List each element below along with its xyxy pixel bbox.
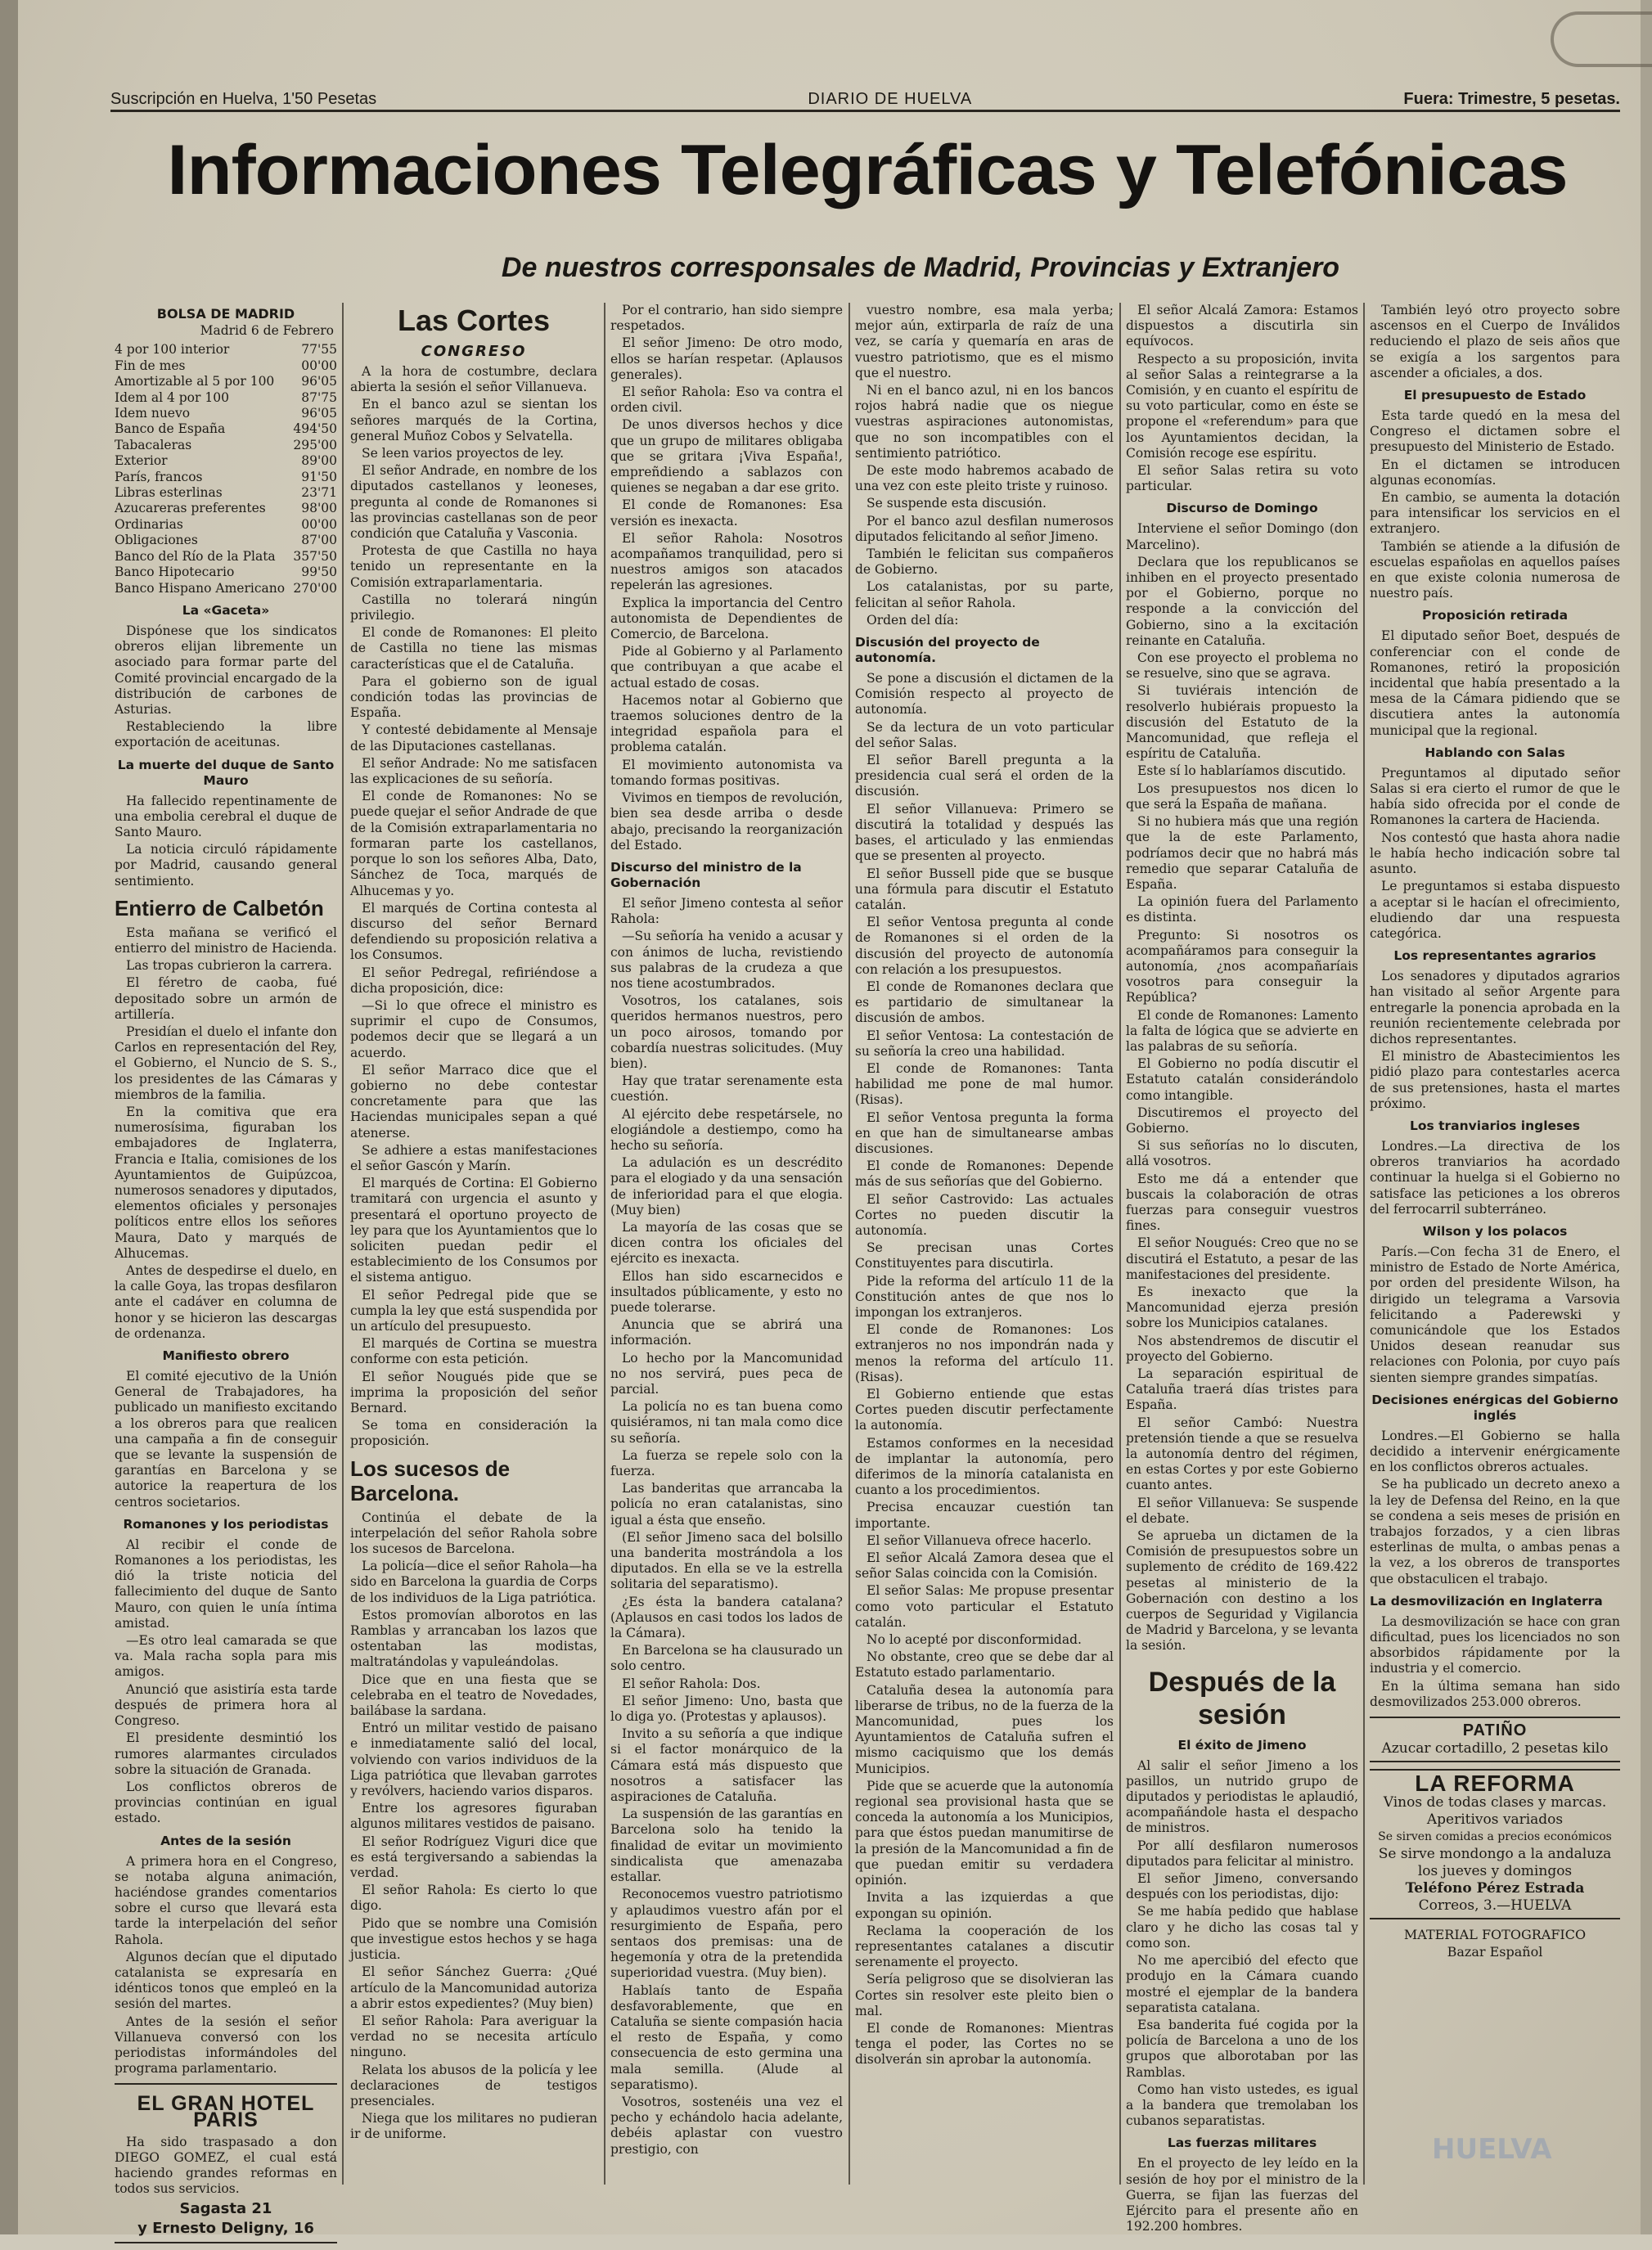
bolsa-item-name: Idem nuevo (115, 406, 191, 421)
paragraph: En el banco azul se sientan los señores marqués de la Cortina, general Muñoz Cobos y Selvatella. (350, 397, 597, 443)
material-line: Bazar Español (1447, 1944, 1543, 1960)
paragraph: Se pone a discusión el dictamen de la Comisión respecto al proyecto de autonomía. (855, 671, 1114, 718)
paragraph: El conde de Romanones: No se puede quejar el señor Andrade de que de la Comisión extraparlamentaria no formaran parte los castellanos, porque lo son los señores Alba, Dato, Sánchez de Toca, marqués de Alhucemas y yo. (350, 789, 597, 898)
paragraph: El Gobierno no podía discutir el Estatuto catalán considerándolo como intangible. (1126, 1056, 1358, 1103)
paragraph: La desmovilización se hace con gran dificultad, pues los licenciados no son absorbidos rápidamente por la industria y el comercio. (1370, 1613, 1620, 1676)
paragraph: vuestro nombre, esa mala yerba; mejor aún, extirparla de raíz de una vez, se caría y quemaría en aras de vuestro patriotismo, que es el mismo que el nuestro. (855, 303, 1114, 380)
paragraph: El señor Rahola: Es cierto lo que digo. (350, 1883, 597, 1914)
bolsa-row (115, 342, 337, 358)
section-heading: La desmovilización en Inglaterra (1370, 1593, 1603, 1609)
bolsa-row (115, 438, 337, 453)
paragraph: El marqués de Cortina se muestra conforme con esta petición. (350, 1336, 597, 1367)
paragraph: Como han visto ustedes, es igual a la bandera que tremolaban los cubanos separatistas. (1126, 2081, 1358, 2129)
paragraph: Los conflictos obreros de provincias continúan en igual estado. (115, 1779, 337, 1826)
bolsa-item-value: 87'75 (301, 389, 337, 405)
paragraph: (El señor Jimeno saca del bolsillo una banderita mostrándola a los diputados. En ella se ve la estrella solitaria del separatismo). (610, 1529, 843, 1592)
paragraph: La policía no es tan buena como quisiéramos, ni tan mala como dice su señoría. (610, 1399, 843, 1446)
column-rule (1363, 303, 1365, 2185)
paragraph: Por el banco azul desfilan numerosos diputados felicitando al señor Jimeno. (855, 513, 1114, 544)
paragraph: Vosotros, sostenéis una vez el pecho y echándolo hacia adelante, debéis aplastar con vuestro prestigio, con (610, 2094, 843, 2157)
bolsa-item-name: Azucareras preferentes (115, 501, 266, 516)
despues-heading: Después de la sesión (1148, 1666, 1336, 1730)
paragraph: El señor Jimeno: De otro modo, ellos se harían respetar. (Aplausos generales). (610, 335, 843, 382)
paragraph: Hay que tratar serenamente esta cuestión. (610, 1073, 843, 1105)
paragraph: Nos contestó que hasta ahora nadie le había hecho indicación sobre tal asunto. (1370, 830, 1620, 877)
paragraph: Algunos decían que el diputado catalanista se expresaría en idénticos tonos que empleó en la sesión del martes. (115, 1949, 337, 2012)
paragraph: Al salir el señor Jimeno a los pasillos, un nutrido grupo de diputados y periodistas le aplaudió, acompañándole hasta el despacho de ministros. (1126, 1757, 1358, 1836)
bolsa-title: BOLSA DE MADRID (156, 306, 295, 322)
bolsa-item-name: Libras esterlinas (115, 485, 223, 501)
bolsa-item-name: Obligaciones (115, 533, 198, 548)
reforma-advertisement (1370, 1769, 1620, 1919)
paragraph: El féretro de caoba, fué depositado sobre un armón de artillería. (115, 975, 337, 1022)
section-heading: Antes de la sesión (160, 1833, 291, 1848)
paragraph: A primera hora en el Congreso, se notaba alguna animación, haciéndose grandes comentarios sobre el curso que llevará esta tarde la interpelación del señor Rahola. (115, 1853, 337, 1947)
bolsa-date: Madrid 6 de Febrero (200, 323, 334, 339)
bolsa-row (115, 390, 337, 406)
paragraph: La separación espiritual de Cataluña traerá días tristes para España. (1126, 1366, 1358, 1413)
paragraph: Dispónese que los sindicatos obreros elijan libremente un asociado para formar parte del Comité provincial encargado de la distribución de carbones de Asturias. (115, 623, 337, 717)
paragraph: El señor Andrade, en nombre de los diputados castellanos y leoneses, pregunta al conde de Romanones si las provincias castellanas son de peor condición que Cataluña y Vasconia. (350, 463, 597, 542)
page-edge-left (0, 0, 18, 2234)
paragraph: También le felicitan sus compañeros de Gobierno. (855, 547, 1114, 578)
paragraph: El presidente desmintió los rumores alarmantes circulados sobre la situación de Granada. (115, 1730, 337, 1777)
paragraph: Las banderitas que arrancaba la policía no eran catalanistas, sino igual a ésta que enseño. (610, 1481, 843, 1528)
paragraph: Castilla no tolerará ningún privilegio. (350, 592, 597, 623)
paragraph: Antes de la sesión el señor Villanueva conversó con los periodistas informándoles del programa parlamentario. (115, 2014, 337, 2077)
paragraph: También se atiende a la difusión de escuelas españolas en aquellos países en que existe colonia numerosa de nuestro país. (1370, 538, 1620, 601)
bolsa-item-name: Fin de mes (115, 358, 186, 373)
bolsa-item-value: 00'00 (301, 358, 337, 373)
reforma-line: Se sirven comidas a precios económicos (1378, 1830, 1612, 1844)
paragraph: El señor Andrade: No me satisfacen las explicaciones de su señoría. (350, 755, 597, 787)
paragraph: La opinión fuera del Parlamento es distinta. (1126, 894, 1358, 925)
section-heading: Discurso de Domingo (1166, 501, 1318, 516)
paragraph: El comité ejecutivo de la Unión General de Trabajadores, ha publicado un manifiesto excitando a los obreros para que realicen una campaña a fin de conseguir que se levante la suspensión de garantías en Barcelona y se autorice la reapertura de los centros societarios. (115, 1369, 337, 1510)
paragraph: El conde de Romanones: Mientras tenga el poder, las Cortes no se disolverán sin aprobar la autonomía. (855, 2020, 1114, 2068)
paragraph: ¿Es ésta la bandera catalana? (Aplausos en casi todos los lados de la Cámara). (610, 1594, 843, 1641)
paragraph: En el proyecto de ley leído en la sesión de hoy por el ministro de la Guerra, se fijan las fuerzas del Ejército para el presente año en 192.200 hombres. (1126, 2156, 1358, 2234)
bolsa-item-name: Ordinarias (115, 516, 183, 532)
paragraph: La policía—dice el señor Rahola—ha sido en Barcelona la guardia de Corps de los individuos de la Liga patriótica. (350, 1559, 597, 1605)
outside-price: Fuera: Trimestre, 5 pesetas. (1403, 89, 1620, 108)
bolsa-row (115, 533, 337, 548)
paper-name: DIARIO DE HUELVA (808, 89, 973, 108)
bolsa-row (115, 421, 337, 437)
paragraph: La adulación es un descrédito para el elogiado y da una sensación de inferioridad para el que elogia. (Muy bien) (610, 1155, 843, 1217)
paragraph: Vosotros, los catalanes, sois queridos hermanos nuestros, pero un poco airosos, tomando por cobardía nuestras solicitudes. (Muy bien). (610, 993, 843, 1071)
paragraph: La fuerza se repele solo con la fuerza. (610, 1447, 843, 1479)
section-heading: Los sucesos de Barcelona. (350, 1456, 511, 1505)
section-heading: Manifiesto obrero (162, 1348, 290, 1364)
paragraph: La mayoría de las cosas que se dicen contra los oficiales del ejército es inexacta. (610, 1219, 843, 1267)
paragraph: Pregunto: Si nosotros os acompañáramos para conseguir la autonomía, ¿nos acompañaríais vosotros para conseguir la República? (1126, 927, 1358, 1006)
paragraph: El señor Ventosa: La contestación de su señoría la creo una habilidad. (855, 1028, 1114, 1059)
paragraph: El señor Bussell pide que se busque una fórmula para discutir el Estatuto catalán. (855, 866, 1114, 912)
patino-advertisement (1370, 1717, 1620, 1762)
paragraph: El señor Nougués: Creo que no se discutirá el Estatuto, a pesar de las manifestaciones del presidente. (1126, 1235, 1358, 1282)
paragraph: Estos promovían alborotos en las Ramblas y arrancaban los lazos que ostentaban las modistas, maltratándolas y vapuleándolas. (350, 1607, 597, 1670)
main-headline: Informaciones Telegráficas y Telefónicas (167, 131, 1568, 209)
paragraph: Invita a las izquierdas a que expongan su opinión. (855, 1890, 1114, 1921)
bolsa-item-name: Banco de España (115, 421, 226, 437)
paragraph: Entre los agresores figuraban algunos militares vestidos de paisano. (350, 1801, 597, 1832)
paragraph: Se leen varios proyectos de ley. (362, 446, 565, 461)
paragraph: El diputado señor Boet, después de conferenciar con el conde de Romanones, retiró la proposición incidental que había presentado a la mesa de la Cámara pidiendo que se discutiera antes la autonomía municipal que la regional. (1370, 628, 1620, 738)
paragraph: Se adhiere a estas manifestaciones el señor Gascón y Marín. (350, 1142, 597, 1173)
bolsa-item-value: 98'00 (301, 501, 337, 516)
sub-headline: De nuestros corresponsales de Madrid, Provincias y Extranjero (501, 252, 1340, 283)
column-rule (849, 303, 850, 2185)
page-edge-right (1641, 0, 1652, 2234)
paragraph: El conde de Romanones: Esa versión es inexacta. (610, 497, 843, 529)
paragraph: Lo hecho por la Mancomunidad no nos servirá, pues peca de parcial. (610, 1350, 843, 1397)
section-heading: Los tranviarios ingleses (1409, 1118, 1581, 1133)
column-rule (1119, 303, 1121, 2185)
bolsa-item-value: 87'00 (301, 533, 337, 548)
paragraph: Esa banderita fué cogida por la policía de Barcelona a uno de los grupos que alborotaban por las Ramblas. (1126, 2017, 1358, 2080)
paragraph: El señor Castrovido: Las actuales Cortes no pueden discutir la autonomía. (855, 1191, 1114, 1238)
paragraph: El señor Rodríguez Viguri dice que es está tergiversando a sabiendas la verdad. (350, 1834, 597, 1881)
bolsa-row (115, 453, 337, 469)
congreso-heading: CONGRESO (421, 343, 527, 360)
material-title: MATERIAL FOTOGRAFICO (1403, 1927, 1587, 1943)
paragraph: No me apercibió del efecto que produjo en la Cámara cuando mostré el ejemplar de la bandera separatista catalana. (1126, 1953, 1358, 2015)
paragraph: El señor Alcalá Zamora: Estamos dispuestos a discutirla sin equívocos. (1126, 303, 1358, 349)
paragraph: En Barcelona se ha clausurado un solo centro. (610, 1643, 843, 1674)
paragraph: El conde de Romanones: Lamento la falta de lógica que se advierte en las palabras de su señoría. (1126, 1007, 1358, 1054)
bolsa-item-value: 99'50 (301, 565, 337, 580)
paragraph: Se da lectura de un voto particular del señor Salas. (855, 719, 1114, 750)
paragraph: Si no hubiera más que una región que la de este Parlamento, podríamos decir que no habrá más remedio que separar Cataluña de España. (1126, 814, 1358, 892)
bolsa-item-value: 295'00 (293, 437, 337, 452)
section-heading: El éxito de Jimeno (1177, 1737, 1307, 1753)
paragraph: Los presupuestos nos dicen lo que será la España de mañana. (1126, 781, 1358, 812)
paragraph: El señor Rahola: Para averiguar la verdad no se necesita artículo ninguno. (350, 2013, 597, 2060)
bolsa-row (115, 517, 337, 533)
paragraph: Pide que se acuerde que la autonomía regional sea provisional hasta que se conceda la autonomía a los Municipios, para que éstos puedan manumitirse de la presión de la Mancomunidad a fin de que puedan emitir su verdadera opinión. (855, 1778, 1114, 1888)
hotel-address: y Ernesto Deligny, 16 (137, 2219, 314, 2237)
reforma-line: Vinos de todas clases y marcas. (1383, 1794, 1607, 1811)
paragraph: Hablaís tanto de España desfavorablemente, que en Cataluña se siente compasión hacia el resto de España, y como consecuencia de esto germina una mala semilla. (Alude al separatismo). (610, 1982, 843, 2092)
section-heading: Discusión del proyecto de autonomía. (855, 635, 1040, 666)
paragraph: El Gobierno entiende que estas Cortes pueden discutir perfectamente la autonomía. (855, 1387, 1114, 1433)
paragraph: Precisa encauzar cuestión tan importante. (855, 1500, 1114, 1531)
section-heading: Los representantes agrarios (1393, 948, 1596, 964)
paragraph: Dice que en una fiesta que se celebraba en el teatro de Novedades, bailábase la sardana. (350, 1672, 597, 1719)
paragraph: El señor Salas: Me propuse presentar como voto particular el Estatuto catalán. (855, 1583, 1114, 1630)
paragraph: Ha fallecido repentinamente de una embolia cerebral el duque de Santo Mauro. (115, 793, 337, 839)
section-heading: La muerte del duque de Santo Mauro (117, 757, 335, 788)
paragraph: Si tuviérais intención de resolverlo hubiérais propuesto la discusión del Estatuto de la Mancomunidad, que refleja el espíritu de Cataluña. (1126, 683, 1358, 762)
reforma-line: Teléfono Pérez Estrada (1405, 1880, 1585, 1897)
bolsa-item-value: 77'55 (301, 342, 337, 358)
subscription-price: Suscripción en Huelva, 1'50 Pesetas (110, 89, 377, 108)
paragraph: Entró un militar vestido de paisano e inmediatamente salió del local, volviendo con varios individuos de la Liga patriótica que llevaban garrotes y revólvers, haciendo varios disparos. (350, 1721, 597, 1799)
bolsa-item-value: 89'00 (301, 453, 337, 469)
paragraph: El señor Pedregal, refiriéndose a dicha proposición, dice: (350, 965, 597, 996)
bolsa-row (115, 358, 337, 374)
section-heading: Romanones y los periodistas (123, 1516, 329, 1532)
paragraph: Antes de despedirse el duelo, en la calle Goya, las tropas desfilaron ante el cadáver en columna de honor y se hicieron las descargas de ordenanza. (115, 1263, 337, 1341)
paragraph: En cambio, se aumenta la dotación para intensificar los servicios en el extranjero. (1370, 490, 1620, 537)
paragraph: Es inexacto que la Mancomunidad ejerza presión sobre los Municipios catalanes. (1126, 1284, 1358, 1331)
paragraph: El señor Salas retira su voto particular. (1126, 463, 1358, 494)
paragraph: El señor Rahola: Eso va contra el orden civil. (610, 385, 843, 416)
paragraph: Por el contrario, han sido siempre respetados. (610, 303, 843, 334)
bolsa-item-name: Tabacaleras (115, 437, 192, 452)
paragraph: El conde de Romanones: Tanta habilidad me pone de mal humor. (Risas). (855, 1060, 1114, 1108)
paragraph: En la última semana han sido desmovilizados 253.000 obreros. (1370, 1678, 1620, 1709)
bolsa-row (115, 374, 337, 389)
paragraph: Niega que los militares no pudieran ir de uniforme. (350, 2111, 597, 2142)
paragraph: En la comitiva que era numerosísima, figuraban los embajadores de Inglaterra, Francia e Italia, comisiones de los Ayuntamientos de Guipúzcoa, numerosos senadores y diputados, elementos oficiales y personajes políticos entre ellos los señores Maura, Dato y marqués de Alhucemas. (115, 1104, 337, 1261)
section-heading: Hablando con Salas (1425, 745, 1565, 760)
paragraph: Pide la reforma del artículo 11 de la Constitución antes de que nos lo impongan los extranjeros. (855, 1273, 1114, 1320)
bolsa-row (115, 406, 337, 421)
paragraph: De unos diversos hechos y dice que un grupo de militares obligaba que se gritara ¡Viva España!, empreñdiendo a sablazos con quienes se negaban a dar ese grito. (610, 417, 843, 496)
bolsa-item-name: Banco Hipotecario (115, 565, 235, 580)
section-heading: Discurso del ministro de la Gobernación (610, 859, 802, 890)
paragraph: El conde de Romanones: Los extranjeros no nos impondrán nada y menos la reforma del artículo 11. (Risas). (855, 1322, 1114, 1384)
paragraph: El señor Pedregal pide que se cumpla la ley que está suspendida por un artículo del presupuesto. (350, 1287, 597, 1334)
paragraph: Londres.—El Gobierno se halla decidido a intervenir enérgicamente en los conflictos obreros actuales. (1370, 1428, 1620, 1475)
paragraph: El señor Villanueva: Primero se discutirá la totalidad y después las bases, el articulado y las enmiendas que se presenten al proyecto. (855, 801, 1114, 864)
paragraph: Se precisan unas Cortes Constituyentes para discutirla. (855, 1240, 1114, 1271)
reforma-line: Correos, 3.—HUELVA (1418, 1897, 1572, 1915)
paragraph: El señor Barell pregunta a la presidencia cual será el orden de la discusión. (855, 753, 1114, 799)
hotel-address: Sagasta 21 (179, 2199, 272, 2217)
bolsa-item-value: 91'50 (301, 469, 337, 484)
section-heading: Las fuerzas militares (1167, 2135, 1317, 2151)
bolsa-row (115, 581, 337, 596)
paragraph: El señor Ventosa pregunta al conde de Romanones si el orden de la discusión del proyecto de autonomía con relación a los presupuestos. (855, 915, 1114, 977)
bolsa-item-name: Banco del Río de la Plata (115, 548, 276, 564)
column-3 (610, 303, 843, 2159)
bolsa-item-name: Banco Hispano Americano (115, 580, 286, 596)
paragraph: La suspensión de las garantías en Barcelona solo ha tenido la finalidad de evitar un movimiento sindicalista que amenazaba estallar. (610, 1807, 843, 1885)
column-rule (342, 303, 344, 2185)
paragraph: Explica la importancia del Centro autonomista de Dependientes de Comercio, de Barcelona. (610, 595, 843, 642)
paragraph: Ni en el banco azul, ni en los bancos rojos habrá nadie que os niegue vuestras aspiraciones autonomistas, que no son incompatibles con el sentimiento patriótico. (855, 383, 1114, 461)
paragraph: El señor Marraco dice que el gobierno no debe contestar concretamente para que las Haciendas municipales sepan a qué atenerse. (350, 1062, 597, 1141)
paragraph: El señor Sánchez Guerra: ¿Qué artículo de la Mancomunidad autoriza a abrir estos expedientes? (Muy bien) (350, 1964, 597, 2011)
bolsa-item-value: 00'00 (301, 516, 337, 532)
bolsa-item-name: Amortizable al 5 por 100 (115, 374, 275, 389)
paragraph: Relata los abusos de la policía y lee declaraciones de testigos presenciales. (350, 2062, 597, 2108)
paragraph: El señor Villanueva ofrece hacerlo. (867, 1532, 1092, 1548)
column-rule (604, 303, 605, 2185)
paragraph: Se suspende esta discusión. (867, 496, 1047, 511)
paragraph: Pide al Gobierno y al Parlamento que contribuyan a que acabe el actual estado de cosas. (610, 644, 843, 691)
paragraph: Esta mañana se verificó el entierro del ministro de Hacienda. (115, 925, 337, 956)
paragraph: El señor Jimeno contesta al señor Rahola: (610, 895, 843, 927)
hotel-advertisement (115, 2083, 337, 2243)
reforma-title: LA REFORMA (1415, 1771, 1575, 1797)
reforma-line: Aperitivos variados (1426, 1811, 1564, 1829)
bolsa-item-value: 494'50 (293, 421, 337, 437)
paragraph: Estamos conformes en la necesidad de implantar la autonomía, pero diferimos de la minoría catalanista en cuanto a los procedimientos. (855, 1435, 1114, 1498)
column-6 (1370, 303, 1620, 1960)
library-stamp (1551, 11, 1652, 67)
paragraph: El conde de Romanones: El pleito de Castilla no tiene las mismas características que el de Cataluña. (350, 625, 597, 672)
bolsa-row (115, 565, 337, 580)
bolsa-row (115, 485, 337, 501)
paragraph: El señor Rahola: Dos. (622, 1676, 761, 1691)
paragraph: Se aprueba un dictamen de la Comisión de presupuestos sobre un suplemento de crédito de 169.422 pesetas al ministerio de la Gobernación con destino a los cuerpos de Seguridad y Vigilancia de Madrid y Barcelona, y se levanta la sesión. (1126, 1528, 1358, 1654)
paragraph: —Si lo que ofrece el ministro es suprimir el cupo de Consumos, podemos decir que se llegará a un acuerdo. (350, 997, 597, 1060)
paragraph: Anunció que asistiría esta tarde después de primera hora al Congreso. (115, 1681, 337, 1729)
paragraph: Orden del día: (867, 612, 959, 628)
bolsa-item-name: Exterior (115, 453, 168, 469)
paragraph: El señor Alcalá Zamora desea que el señor Salas coincida con la Comisión. (855, 1550, 1114, 1582)
masthead-bar (110, 88, 1620, 112)
bolsa-item-value: 96'05 (301, 406, 337, 421)
paragraph: El señor Jimeno: Uno, basta que lo diga yo. (Protestas y aplausos). (610, 1693, 843, 1725)
paragraph: Con ese proyecto el problema no se resuelve, sino que se agrava. (1126, 650, 1358, 682)
paragraph: También leyó otro proyecto sobre ascensos en el Cuerpo de Inválidos reduciendo el plazo de seis años que se exigía a los sargentos para ascender a oficiales, a dos. (1370, 303, 1620, 380)
bolsa-item-name: 4 por 100 interior (115, 342, 230, 358)
bolsa-row (115, 501, 337, 516)
bolsa-item-value: 357'50 (293, 548, 337, 564)
paragraph: A la hora de costumbre, declara abierta la sesión el señor Villanueva. (350, 364, 597, 395)
paragraph: Le preguntamos si estaba dispuesto a aceptar si le hacían el ofrecimiento, eludiendo dar una respuesta categórica. (1370, 879, 1620, 941)
paragraph: Londres.—La directiva de los obreros tranviarios ha acordado continuar la huelga si el Gobierno no satisface las peticiones a los obreros del ferrocarril subterráneo. (1370, 1138, 1620, 1217)
paragraph: Para el gobierno son de igual condición todas las provincias de España. (350, 673, 597, 721)
paragraph: Discutiremos el proyecto del Gobierno. (1126, 1105, 1358, 1136)
paragraph: —Es otro leal camarada se que va. Mala racha sopla para mis amigos. (115, 1633, 337, 1680)
paragraph: Reconocemos vuestro patriotismo y aplaudimos vuestro afán por el resurgimiento de España, pero sentaos dos premisas: una de hegemonía y otra de la pretendida superioridad vuestra. (Muy bien). (610, 1887, 843, 1981)
paragraph: Ha sido traspasado a don DIEGO GOMEZ, el cual está haciendo grandes reformas en todos sus servicios. (115, 2134, 337, 2197)
paragraph: Hacemos notar al Gobierno que traemos soluciones dentro de la integridad española para el problema catalán. (610, 692, 843, 755)
paragraph: De este modo habremos acabado de una vez con este pleito triste y ruinoso. (855, 463, 1114, 494)
paragraph: Reclama la cooperación de los representantes catalanes a discutir serenamente el proyecto. (855, 1923, 1114, 1970)
paragraph: Al recibir el conde de Romanones a los periodistas, les dió la triste noticia del fallecimiento del duque de Santo Mauro, con quien le unía íntima amistad. (115, 1537, 337, 1631)
paragraph: El marqués de Cortina contesta al discurso del señor Bernard defendiendo su proposición relativa a los Consumos. (350, 900, 597, 963)
paragraph: El ministro de Abastecimientos les pidió plazo para contestarles acerca de sus pretensiones, hasta el martes próximo. (1370, 1049, 1620, 1111)
paragraph: El conde de Romanones: Depende más de sus señorías que del Gobierno. (855, 1159, 1114, 1190)
column-1 (115, 303, 337, 2250)
bolsa-item-value: 23'71 (301, 485, 337, 501)
paragraph: Anuncia que se abrirá una información. (610, 1317, 843, 1348)
paragraph: En el dictamen se introducen algunas economías. (1370, 457, 1620, 488)
reforma-line: Se sirve mondongo a la andaluza los jueves y domingos (1378, 1846, 1612, 1880)
paragraph: Si sus señorías no lo discuten, allá vosotros. (1126, 1138, 1358, 1169)
paragraph: No obstante, creo que se debe dar al Estatuto estado parlamentario. (855, 1649, 1114, 1681)
paragraph: El movimiento autonomista va tomando formas positivas. (610, 757, 843, 788)
library-watermark (1432, 2135, 1612, 2217)
bolsa-item-name: París, francos (115, 469, 203, 484)
bolsa-item-value: 270'00 (293, 580, 337, 596)
bolsa-table (115, 342, 337, 596)
paragraph: El conde de Romanones declara que es partidario de simultanear la discusión de ambos. (855, 979, 1114, 1026)
paragraph: El marqués de Cortina: El Gobierno tramitará con urgencia el asunto y presentará el oportuno proyecto de ley para que los Ayuntamientos que lo soliciten puedan pedir el establecimiento de los Consumos por el sistema antiguo. (350, 1176, 597, 1285)
paragraph: Interviene el señor Domingo (don Marcelino). (1126, 521, 1358, 552)
paragraph: Invito a su señoría a que indique si el factor monárquico de la Cámara está más dispuesto que nosotros a satisfacer las aspiraciones de Cataluña. (610, 1726, 843, 1805)
paragraph: Los senadores y diputados agrarios han visitado al señor Argente para entregarle la ponencia aprobada en la reunión recientemente celebrada por dichos representantes. (1370, 969, 1620, 1046)
patino-line: Azucar cortadillo, 2 pesetas kilo (1381, 1740, 1609, 1757)
paragraph: Respecto a su proposición, invita al señor Salas a reintegrarse a la Comisión, y en cuanto el espíritu de su voto particular, como en éste se propone el «referendum» para que los Ayuntamientos decidan, la Comisión recoge ese espíritu. (1126, 351, 1358, 461)
paragraph: Cataluña desea la autonomía para liberarse de tribus, no de la fuerza de la Mancomunidad, pues los Ayuntamientos de Cataluña sufren el mismo caciquismo que los demás Municipios. (855, 1682, 1114, 1776)
paragraph: Se me había pedido que hablase claro y he dicho las cosas tal y como son. (1126, 1904, 1358, 1951)
section-heading: El presupuesto de Estado (1403, 388, 1587, 403)
section-heading: Proposición retirada (1421, 608, 1569, 623)
paragraph: El señor Ventosa pregunta la forma en que han de simultanearse ambas discusiones. (855, 1109, 1114, 1156)
column-4 (855, 303, 1114, 2070)
paragraph: Las tropas cubrieron la carrera. (126, 958, 332, 974)
paragraph: Los catalanistas, por su parte, felicitan al señor Rahola. (855, 579, 1114, 610)
paragraph: Y contesté debidamente al Mensaje de las Diputaciones castellanas. (350, 722, 597, 754)
paragraph: Nos abstendremos de discutir el proyecto del Gobierno. (1126, 1333, 1358, 1364)
paragraph: El señor Jimeno, conversando después con los periodistas, dijo: (1126, 1871, 1358, 1902)
paragraph: Por allí desfilaron numerosos diputados para felicitar al ministro. (1126, 1838, 1358, 1869)
bolsa-row (115, 470, 337, 485)
paragraph: Preguntamos al diputado señor Salas si era cierto el rumor de que le había sido ofrecida por el conde de Romanones la cartera de Hacienda. (1370, 765, 1620, 828)
paragraph: Al ejército debe respetársele, no elogiándole a destiempo, como ha hecho su señoría. (610, 1106, 843, 1153)
paragraph: Sería peligroso que se disolvieran las Cortes sin resolver este pleito bien o mal. (855, 1972, 1114, 2018)
paragraph: Se toma en consideración la proposición. (350, 1418, 597, 1449)
patino-title: PATIÑO (1462, 1721, 1528, 1740)
paragraph: Declara que los republicanos se inhiben en el proyecto presentado por el Gobierno, porque no responde a la convicción del Gobierno, sino a la excitación reinante en Cataluña. (1126, 554, 1358, 648)
paragraph: No lo acepté por disconformidad. (867, 1632, 1082, 1648)
paragraph: Protesta de que Castilla no haya tenido un representante en la Comisión extraparlamentaria. (350, 543, 597, 590)
paragraph: Este sí lo hablaríamos discutido. (1137, 763, 1347, 779)
paragraph: El señor Villanueva: Se suspende el debate. (1126, 1495, 1358, 1526)
column-2 (350, 303, 597, 2144)
paragraph: El señor Nougués pide que se imprima la proposición del señor Bernard. (350, 1369, 597, 1415)
section-heading: Decisiones enérgicas del Gobierno inglés (1371, 1392, 1618, 1423)
paragraph: —Su señoría ha venido a acusar y con ánimos de lucha, revistiendo sus palabras de la crudeza a que nos tiene acostumbrados. (610, 929, 843, 991)
section-heading: Entierro de Calbetón (115, 895, 324, 920)
paragraph: Ellos han sido escarnecidos e insultados públicamente, y esto no puede tolerarse. (610, 1268, 843, 1315)
paragraph: Esto me dá a entender que buscais la colaboración de otras fuerzas para conseguir vuestros fines. (1126, 1171, 1358, 1234)
paragraph: Restableciendo la libre exportación de aceitunas. (115, 719, 337, 750)
column-5 (1126, 303, 1358, 2236)
paragraph: Esta tarde quedó en la mesa del Congreso el dictamen sobre el presupuesto del Ministerio de Estado. (1370, 408, 1620, 455)
paragraph: Vivimos en tiempos de revolución, bien sea desde arriba o desde abajo, precisando la reorganización del Estado. (610, 790, 843, 853)
paragraph: París.—Con fecha 31 de Enero, el ministro de Estado de Norte América, por orden del presidente Wilson, ha dirigido un telegrama a Varsovia felicitando a Paderewski y comunicándole que los Estados Unidos desean reanudar sus relaciones con Polonia, por cuyo país sienten siempre grandes simpatías. (1370, 1244, 1620, 1385)
paragraph: Continúa el debate de la interpelación del señor Rahola sobre los sucesos de Barcelona. (350, 1510, 597, 1557)
paragraph: El señor Rahola: Nosotros acompañamos tranquilidad, pero si nuestros amigos son atacados repelerán las agresiones. (610, 530, 843, 593)
paragraph: Presidían el duelo el infante don Carlos en representación del Rey, el Gobierno, el Nuncio de S. S., los presidentes de las Cámaras y miembros de la familia. (115, 1024, 337, 1102)
section-heading: La «Gaceta» (182, 602, 270, 618)
section-heading: Wilson y los polacos (1422, 1223, 1568, 1239)
bolsa-row (115, 549, 337, 565)
bolsa-item-value: 96'05 (301, 374, 337, 389)
paragraph: La noticia circuló rápidamente por Madrid, causando general sentimiento. (115, 842, 337, 889)
hotel-title: EL GRAN HOTEL PARIS (137, 2092, 315, 2131)
paragraph: El señor Cambó: Nuestra pretensión tiende a que se resuelva la autonomía dentro del régimen, en estas Cortes y por este Gobierno cuanto antes. (1126, 1415, 1358, 1493)
paragraph: Pido que se nombre una Comisión que investigue estos hechos y se haga justicia. (350, 1915, 597, 1963)
cortes-title: Las Cortes (397, 304, 551, 337)
paragraph: Se ha publicado un decreto anexo a la ley de Defensa del Reino, en la que se condena a seis meses de prisión en trabajos forzados, y a cien libras esterlinas de multa, o ambas penas a la vez, a los obreros de transportes que obstaculicen el trabajo. (1370, 1477, 1620, 1586)
watermark-text: HUELVA (1432, 2133, 1552, 2166)
bolsa-item-name: Idem al 4 por 100 (115, 389, 229, 405)
